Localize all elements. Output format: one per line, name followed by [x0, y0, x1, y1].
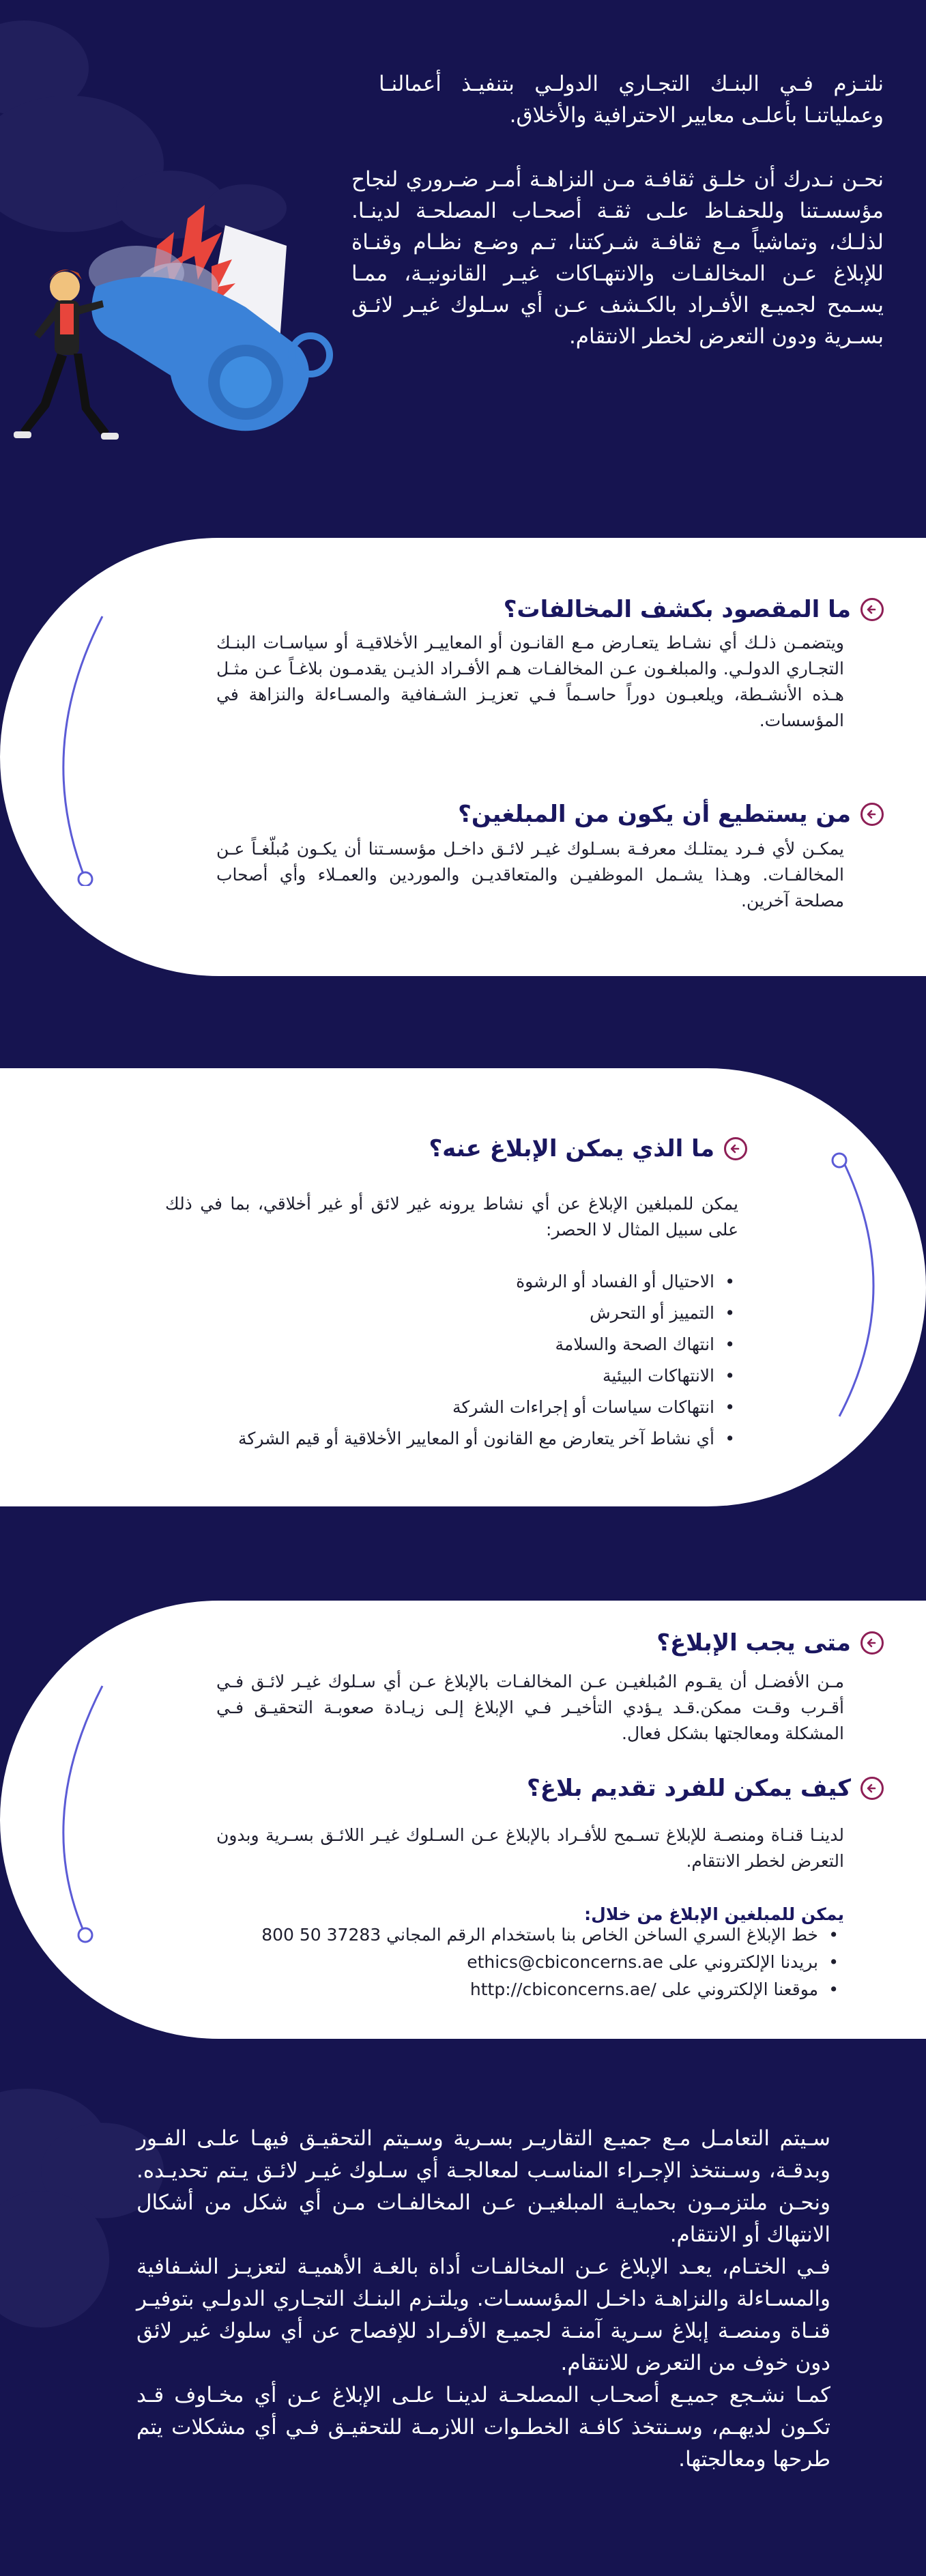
outro-text	[136, 2123, 830, 2476]
list-item: • أي نشاط آخر يتعارض مع القانون أو المعايير الأخلاقية أو قيم الشركة	[154, 1423, 740, 1455]
channels-heading: يمكن للمبلغين الإبلاغ من خلال:	[584, 1904, 844, 1924]
arrow-circle-icon	[860, 1631, 884, 1655]
section-title: ما المقصود بكشف المخالفات؟	[503, 596, 851, 623]
section-intro: يمكن للمبلغين الإبلاغ عن أي نشاط يرونه غير لائق أو غير أخلاقي، بما في ذلك على سبيل المثال لا الحصر:	[165, 1194, 738, 1240]
section-title: ما الذي يمكن الإبلاغ عنه؟	[429, 1135, 714, 1162]
section-title: من يستطيع أن يكون من المبلغين؟	[458, 801, 851, 828]
arrow-circle-icon	[860, 803, 884, 826]
section-body: مـن الأفضـل أن يقـوم المُبلغيـن عـن المخالفـات بالإبلاغ عـن أي سـلوك غيـر لائـق فـي أقـرب وقـت ممكن.قـد يـؤدي التأخيـر فـي الإبلاغ إلـى زيـادة صعوبـة التحقيـق فـي المشكلة ومعالجتها بشكل فعال.	[216, 1672, 844, 1743]
email-item[interactable]: • بريدنا الإلكتروني على ethics@cbiconcerns.ae	[216, 1949, 844, 1976]
card-definitions	[0, 538, 926, 976]
decorative-arc	[812, 1150, 894, 1423]
section-title: متى يجب الإبلاغ؟	[656, 1629, 851, 1657]
section-title: كيف يمكن للفرد تقديم بلاغ؟	[527, 1775, 851, 1802]
outro-section	[0, 2082, 926, 2576]
section-heading-how-to-report	[527, 1775, 884, 1802]
outro-paragraph-2: فـي الختـام، يعـد الإبلاغ عـن المخالفـات أداة بالغـة الأهميـة لتعزيـز الشـفافية والمسـاءلة والنزاهـة داخـل المؤسسـات. ويلتـزم البنـك التجـاري الدولـي بتوفيـر قنـاة ومنصـة إبلاغ سـرية آمنـة لجميـع الأفـراد للإفصاح عن أي سلوك غير لائق دون خوف من التعرض للانتقام.	[136, 2255, 830, 2375]
section-heading-definition	[504, 596, 884, 623]
section-body: ويتضمـن ذلـك أي نشـاط يتعـارض مـع القانـون أو المعاييـر الأخلاقيـة أو سياسـات البنـك التجـاري الدولـي. والمبلغـون عـن المخالفـات هـم الأفـراد الذيـن يقدمـون بلاغـاً عـن مثـل هـذه الأنشـطة، ويلعبـون دوراً حاسـماً فـي تعزيـز الشـفافية والمسـاءلة والنزاهة في المؤسسات.	[216, 633, 844, 730]
section-body: لدينـا قنـاة ومنصـة للإبلاغ تسـمح للأفـراد بالإبلاغ عـن السـلوك غيـر اللائـق بسـرية وبدون التعرض لخطر الانتقام.	[216, 1825, 844, 1871]
hotline-item: • خط الإبلاغ السري الساخن الخاص بنا باستخدام الرقم المجاني 37283 50 800	[216, 1921, 844, 1949]
list-item: • التمييز أو التحرش	[154, 1298, 740, 1329]
outro-paragraph-1: سـيتم التعامـل مـع جميـع التقاريـر بسـرية وسـيتم التحقيـق فيهـا علـى الفـور وبدقـة، وسـنتخذ الإجـراء المناسـب لمعالجـة أي سـلوك غيـر لائـق يـتم تحديـده. ونحـن ملتزمـون بحمايـة المبلغيـن عـن المخالفـات مـن أي شكل من أشكال الانتهاك أو الانتقام.	[136, 2126, 830, 2247]
list-item: • انتهاك الصحة والسلامة	[154, 1329, 740, 1360]
list-item: • الانتهاكات البيئية	[154, 1360, 740, 1392]
intro-section	[0, 0, 926, 539]
report-items-list	[154, 1266, 740, 1455]
card-what-to-report	[0, 1068, 926, 1506]
section-body: يمكـن لأي فـرد يمتلـك معرفـة بسـلوك غيـر لائـق داخـل مؤسسـتنا أن يكـون مُبلّغـاً عـن المخالفـات. وهـذا يشـمل الموظفيـن والمتعاقديـن والموردين والعمـلاء وأي أصحاب مصلحة آخرين.	[216, 839, 844, 911]
section-heading-who-can-report	[458, 801, 884, 828]
arrow-circle-icon	[860, 598, 884, 621]
section-heading-what-to-report	[429, 1135, 747, 1162]
arrow-circle-icon	[860, 1777, 884, 1800]
section-heading-when-to-report	[656, 1629, 884, 1657]
whistle-illustration	[0, 205, 341, 464]
website-item[interactable]: • موقعنا الإلكتروني على /http://cbiconcerns.ae	[216, 1976, 844, 2003]
channels-list	[216, 1921, 844, 2003]
arrow-circle-icon	[724, 1137, 747, 1160]
list-item: • انتهاكات سياسات أو إجراءات الشركة	[154, 1392, 740, 1423]
outro-paragraph-3: كمـا نشـجع جميـع أصحـاب المصلحـة لدينـا علـى الإبلاغ عـن أي مخـاوف قـد تكـون لديهـم، وسـنتخذ كافـة الخطـوات اللازمـة للتحقيـق فـي أي مشكلات يتم طرحها ومعالجتها.	[136, 2383, 830, 2472]
decorative-arc	[48, 613, 130, 886]
decorative-arc	[48, 1683, 130, 1956]
list-item: • الاحتيال أو الفساد أو الرشوة	[154, 1266, 740, 1298]
intro-paragraph-2: نحـن نـدرك أن خلـق ثقافـة مـن النزاهـة أمـر ضـروري لنجاح مؤسسـتنا وللحفـاظ علـى ثقـة أصحـاب المصلحـة لدينـا. لذلـك، وتماشياً مـع ثقافـة شـركتنا، تـم وضـع نظـام وقنـاة للإبلاغ عـن المخالفـات والانتهـاكات غيـر القانونيـة، ممـا يسـمح لجميـع الأفـراد بالكـشف عـن أي سـلوك غيـر لائـق بسـرية ودون التعرض لخطر الانتقام.	[351, 167, 884, 349]
intro-paragraph-1: نلتـزم فـي البنـك التجـاري الدولـي بتنفيـذ أعمالنـا وعملياتنـا بأعلـى معايير الاحترافية والأخلاق.	[379, 72, 884, 128]
card-when-how	[0, 1601, 926, 2039]
